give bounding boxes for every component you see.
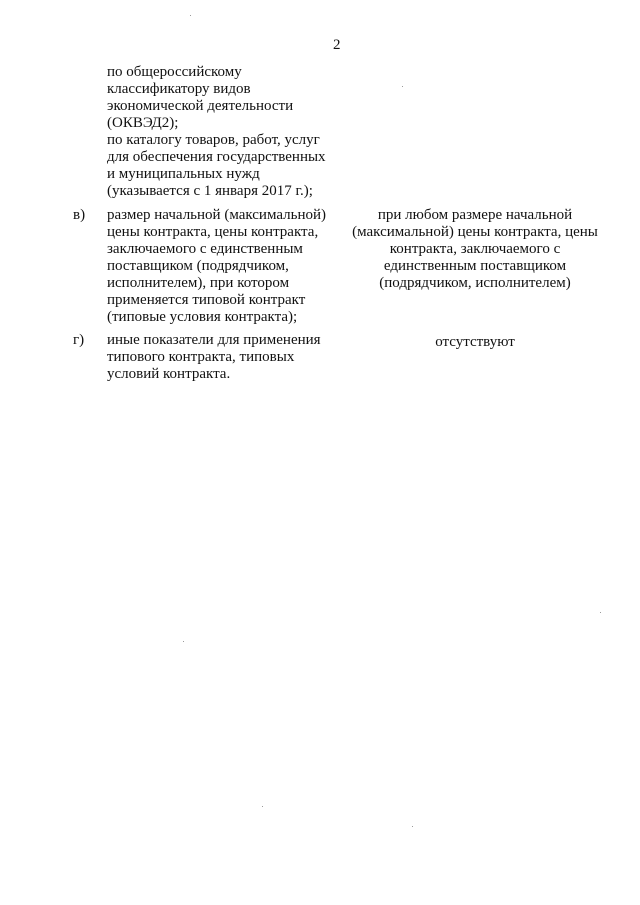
text-line: цены контракта, цены контракта, [107,224,319,240]
scan-speck [600,612,601,613]
text-line: (ОКВЭД2); [107,115,179,131]
text-line: поставщиком (подрядчиком, [107,258,289,274]
text-line: типового контракта, типовых [107,349,295,365]
text-line: единственным поставщиком [383,258,567,274]
text-line: (подрядчиком, исполнителем) [379,275,571,291]
item-g-value [350,334,600,351]
item-v-description [107,207,347,326]
scan-speck [183,641,184,642]
text-line: исполнителем), при котором [107,275,290,291]
text-line: заключаемого с единственным [107,241,303,257]
scan-speck [262,806,263,807]
text-line: контракта, заключаемого с [389,241,561,257]
text-line: (максимальной) цены контракта, цены [352,224,598,240]
text-line: по общероссийскому [107,64,242,80]
scan-speck [412,826,413,827]
text-line: условий контракта. [107,366,231,382]
text-line: при любом размере начальной [377,207,573,223]
text-line: иные показатели для применения [107,332,321,348]
page-number: 2 [333,37,341,53]
text-line: экономической деятельности [107,98,294,114]
text-line: (типовые условия контракта); [107,309,298,325]
item-v-value [350,207,600,292]
scan-speck [190,15,191,16]
item-letter-v: в) [73,207,86,223]
continuation-text [107,64,347,200]
scan-speck [402,86,403,87]
text-line: отсутствуют [435,334,515,350]
text-line: (указывается с 1 января 2017 г.); [107,183,313,199]
text-line: по каталогу товаров, работ, услуг [107,132,320,148]
text-line: размер начальной (максимальной) [107,207,327,223]
text-line: для обеспечения государственных [107,149,326,165]
text-line: применяется типовой контракт [107,292,306,308]
text-line: классификатору видов [107,81,251,97]
item-letter-g: г) [73,332,85,348]
item-g-description [107,332,347,383]
text-line: и муниципальных нужд [107,166,260,182]
